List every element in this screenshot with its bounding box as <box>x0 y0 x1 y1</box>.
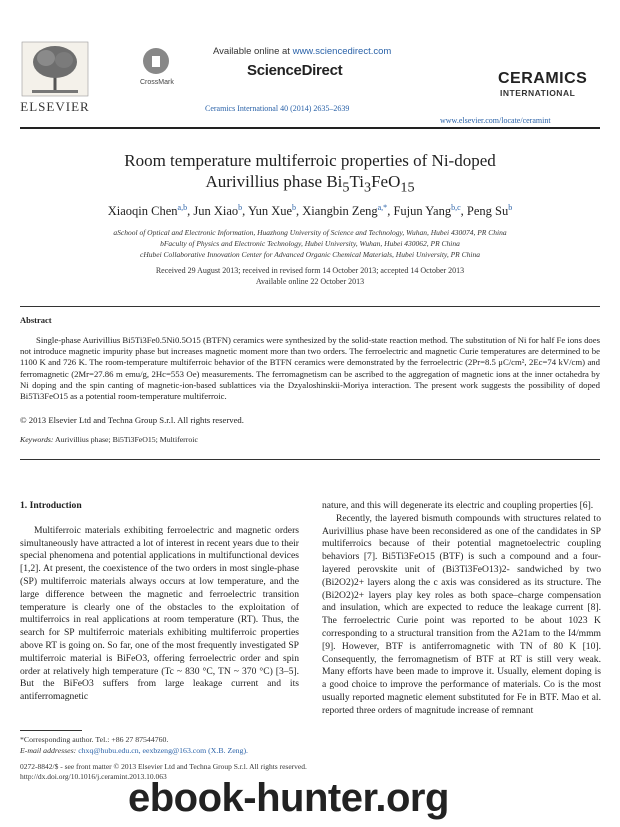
header-divider <box>20 127 600 129</box>
article-title <box>20 150 600 198</box>
journal-citation[interactable]: Ceramics International 40 (2014) 2635–2639 <box>205 104 350 113</box>
received-dates: Received 29 August 2013; received in revised form 14 October 2013; accepted 14 October 2013 <box>155 266 465 275</box>
watermark-text: ebook-hunter.org <box>128 776 449 820</box>
affiliation-c: cHubei Collaborative Innovation Center for Advanced Organic Chemical Materials, Hubei University, PR China <box>140 250 480 259</box>
author-list: Xiaoqin Chen$^{a,b}$, Jun Xiao$^b$, Yun Xue$^b$, Xiangbin Zeng$^{a,*}$, Fujun Yang$^{b,c}$, Peng Su$^b$ <box>107 203 513 219</box>
sciencedirect-link[interactable]: www.sciencedirect.com <box>292 46 392 57</box>
author-sup[interactable]: b <box>238 203 243 212</box>
author: Peng Su <box>466 204 509 219</box>
crossmark-label: CrossMark <box>140 79 174 86</box>
available-prefix: Available online at <box>213 46 293 57</box>
author-sup[interactable]: b <box>508 203 513 212</box>
email-label: E-mail addresses: <box>20 746 77 755</box>
introduction-heading: 1. Introduction <box>20 500 82 511</box>
footnote-rule <box>20 730 82 731</box>
body-left-column <box>20 500 299 704</box>
available-online <box>213 46 391 57</box>
author: Fujun Yang <box>393 204 452 219</box>
body-right-column <box>322 500 601 718</box>
author-sup[interactable]: b <box>292 203 297 212</box>
front-matter-line-1: 0272-8842/$ - see front matter © 2013 Elsevier Ltd and Techna Group S.r.l. All rights reserved. <box>20 762 307 771</box>
journal-logo-sub: INTERNATIONAL <box>500 88 576 98</box>
introduction-paragraph-2: Recently, the layered bismuth compounds with structures related to Aurivillius phase have been reconsidered as one of the candidates in SP multiferroics because of their potential magnetoelectric coupling behaviors [7]. Bi5Ti3FeO15 (BTF) is such a compound and a four-layered perovskite unit of (Bi3Ti3FeO13)2- sandwiched by two (Bi2O2)2+ layers along the c axis was considered as its structure. The (Bi2O2)2+ layers play key roles as both space–charge compensation and insulation, which are expected to reduce the leakage current [8]. The ferroelectric Curie point was reported to be about 1023 K corresponding to a structural transition from the A21am to the I4/mmm [9]. However, BTF is antiferromagnetic with TN of 80 K [10]. Consequently, the ferromagnetism of BTF at RT is still very weak. Many efforts have been made to improve it. Usually, element doping is a good choice to improve the performance of materials. Co is the most usually reported magnetic element substituted for Fe in BTF. Mao et al. reported three orders of magnitude increase of remnant <box>322 512 601 716</box>
keywords-list: Aurivillius phase; Bi5Ti3FeO15; Multiferroic <box>55 435 198 444</box>
elsevier-tree-logo <box>20 40 90 98</box>
author: Jun Xiao <box>193 204 239 219</box>
doi-link[interactable]: http://dx.doi.org/10.1016/j.ceramint.2013.10.063 <box>20 772 167 781</box>
introduction-paragraph-continued: nature, and this will degenerate its electric and coupling properties [6]. <box>322 500 594 511</box>
crossmark-bookmark-icon <box>152 56 160 67</box>
author-sup[interactable]: b,c <box>451 203 461 212</box>
corresponding-author-note: *Corresponding author. Tel.: +86 27 87544760. <box>20 735 169 744</box>
abstract-bottom-rule <box>20 459 600 460</box>
platform-name: ScienceDirect <box>247 62 343 79</box>
author: Xiangbin Zeng <box>302 204 378 219</box>
title-line-2: Aurivillius phase $Bi_5Ti_3FeO_{15}$ <box>205 172 415 196</box>
author-sup[interactable]: a,* <box>377 203 388 212</box>
email-links[interactable]: chxq@hubu.edu.cn, eexbzeng@163.com (X.B. Zeng). <box>78 746 249 755</box>
author: Xiaoqin Chen <box>107 204 178 219</box>
journal-logo-name: CERAMICS <box>498 70 588 87</box>
title-line-1: Room temperature multiferroic properties of Ni-doped <box>124 151 496 170</box>
author-sup[interactable]: a,b <box>177 203 188 212</box>
publisher-name: ELSEVIER <box>20 99 90 114</box>
journal-header <box>0 0 620 130</box>
keywords <box>20 435 198 444</box>
abstract-body: Single-phase Aurivillius Bi5Ti3Fe0.5Ni0.5O15 (BTFN) ceramics were synthesized by the solid-state reaction method. The substitution of Ni for half Fe ions does not introduce magnetic impurity phase but increases magnetic moment more than two orders. The ferroelectric and magnetic Curie temperatures are determined to be 1100 K and 726 K. The room-temperature multiferroic behavior of the BTFN ceramics were demonstrated by the ferroelectric (2Pr=8.5 μC/cm², 2Ec=74 kV/cm) and ferromagnetic (2Mr=27.86 m emu/g, 2Hc=553 Oe) measurements. The ferromagnetism can be ascribed to the aggregation of magnetic ions at the inner octahedra by Ni doping and the spin canting of magnetic-ion-based sublattices via the Dzyaloshinskii-Moriya interaction. The present work suggests the possibility of doped Bi5Ti3FeO15 as a potential room-temperature multiferroic. <box>20 335 600 402</box>
introduction-paragraph-1: Multiferroic materials exhibiting ferroelectric and magnetic orders simultaneously have attracted a lot of interest in recent years due to their special phenomena and potential applications in multifunctional devices [1,2]. At present, the coexistence of the two orders in most single-phase (SP) multiferroic materials always occurs at low temperature, and the large difference between the magnetic and ferroelectric transition temperature is clearly one of the obstacles to the exploitation of multiferroics in real applications at room temperature (RT). Thus, the search for SP multiferroic materials exhibiting multiferroic properties above RT is going on. So far, one of the most frequently investigated SP multiferroic material is BiFeO3, offering ferroelectric order and spin order at relatively high temperature (Tc ~ 830 °C, TN ~ 370 °C) [3–5]. But the BiFeO3 suffers from large leakage current and its antiferromagnetic <box>20 524 299 703</box>
abstract-top-rule <box>20 306 600 307</box>
journal-url-link[interactable]: www.elsevier.com/locate/ceramint <box>440 116 551 125</box>
author: Yun Xue <box>247 204 293 219</box>
email-note <box>20 746 310 756</box>
abstract-copyright: © 2013 Elsevier Ltd and Techna Group S.r.l. All rights reserved. <box>20 415 244 425</box>
online-date: Available online 22 October 2013 <box>255 277 365 286</box>
affiliation-b: bFaculty of Physics and Electronic Technology, Hubei University, Wuhan, Hubei 430062, PR China <box>160 239 460 248</box>
affiliation-a: aSchool of Optical and Electronic Information, Huazhong University of Science and Technology, Wuhan, Hubei 430074, PR China <box>113 228 507 237</box>
abstract-heading: Abstract <box>20 315 52 325</box>
keywords-label: Keywords: <box>20 435 54 444</box>
